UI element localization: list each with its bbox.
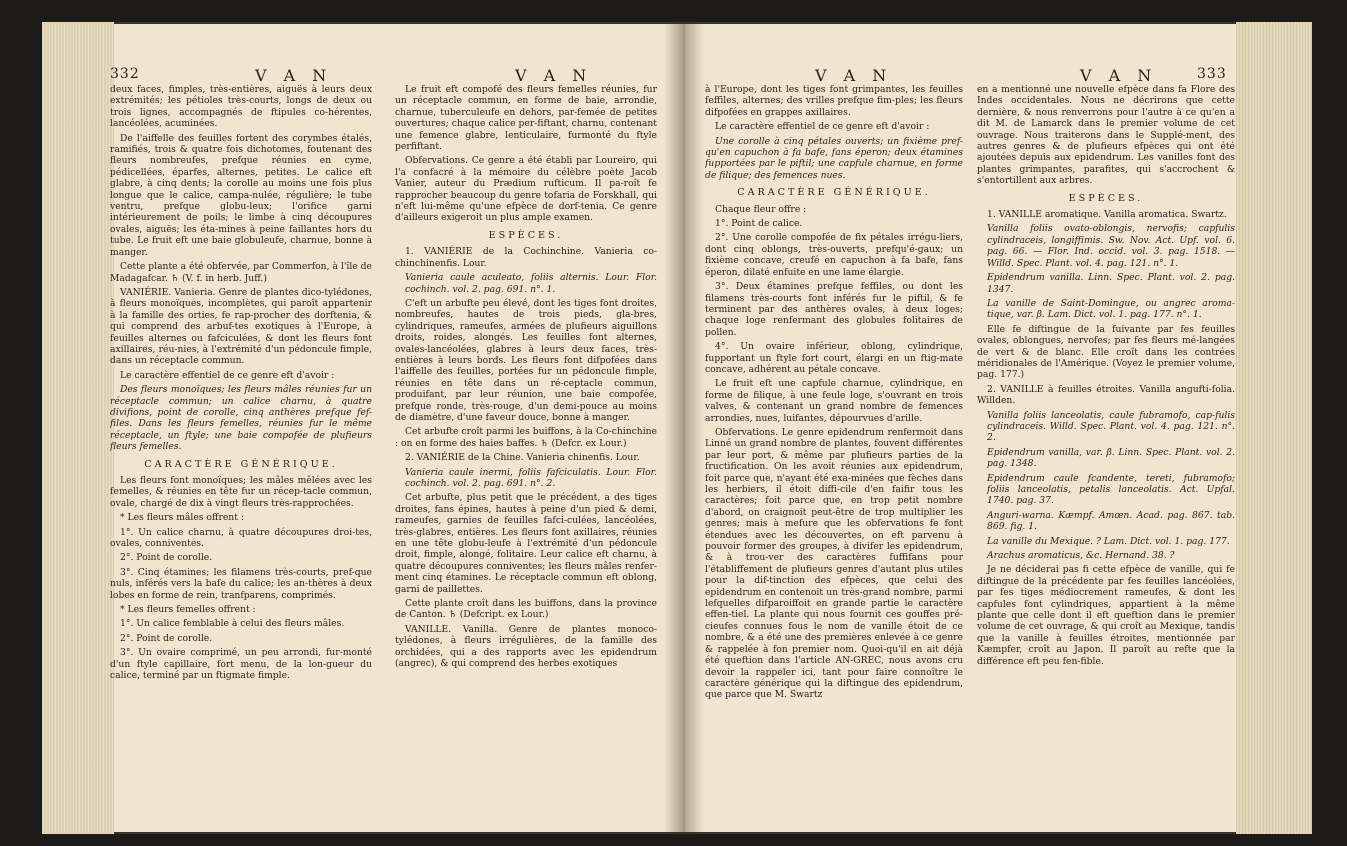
- synonym-line: Vanieria caule aculeato, foliis alternis. Lour. Flor. cochinch. vol. 2. pag. 691. n°. 1.: [405, 272, 657, 295]
- section-heading: CARACTÈRE GÉNÉRIQUE.: [144, 458, 338, 470]
- synonym-line: Arachus aromaticus, &c. Hernand. 38. ?: [987, 550, 1175, 562]
- paragraph: 4°. Un ovaire inférieur, oblong, cylindrique, fupportant un ftyle fort court, élargi en un ftig-mate concave, adhérent au pétale concave.: [705, 341, 963, 375]
- paragraph: * Les fleurs femelles offrent :: [120, 604, 256, 616]
- paragraph: Obfervations. Le genre epidendrum renfermoit dans Linné un grand nombre de plantes, fouvent différentes par leur port, & même par plufieurs parties de la fructification. On les avoit réunies aux epidendrum, foit parce que, n'ayant été exa-minées que fèches dans les herbiers, il étoit diffi-cile d'en faifir tous les caractères; foit parce que, en trop petit nombre d'abord, on craignoit peut-être de trop multiplier les genres; mais à mefure que les obfervations fe font étendues avec les découvertes, on eft parvenu à pouvoir former des groupes, à divifer les epidendrum, & à trou-ver des caractères fuffifans pour l'établiffement de plufieurs genres d'autant plus utiles pour la dif-tinction des efpèces, que celui des epidendrum en contenoit un très-grand nombre, parmi lefquelles difparoiffoit en grande partie le caractère effen-tiel. La plante qui nous fournit ces gouffes pré-cieufes connues fous le nom de vanille étoit de ce nombre, & a été une des premières enlevée à ce genre & rappelée à fon premier nom. Quoi-qu'il en ait déjà été queftion dans l'article AN-GREC, nous avons cru devoir la rappeler ici, tant pour faire connoître le caractère générique qui la diftingue des epidendrum, que parce que M. Swartz: [705, 426, 963, 701]
- paragraph: Les fleurs font monoïques; les mâles mêlées avec les femelles, & réunies en tête fur un récep-tacle commun, ovale, chargé de dix à vingt fleurs très-rapprochées.: [110, 475, 372, 509]
- book-gutter: [664, 22, 704, 834]
- paragraph: Chaque fleur offre :: [715, 203, 807, 215]
- right-head-word-1: V A N: [815, 66, 893, 85]
- right-page: [705, 64, 1245, 824]
- synonym-line: Epidendrum vanilla, var. β. Linn. Spec. Plant. vol. 2. pag. 1348.: [987, 446, 1235, 470]
- paragraph: Obfervations. Ce genre a été établi par Loureiro, qui l'a confacré à la mémoire du célèbre poète Jacob Vanier, auteur du Prædium rufticum. Il pa-roît fe rapprocher beaucoup du genre tofaria de Forskhall, qui n'eft lui-même qu'une efpèce de dorf-tenia. Ce genre d'ailleurs exigeroit un plus ample examen.: [395, 155, 657, 224]
- paragraph: 1. VANILLE aromatique. Vanilla aromatica. Swartz.: [987, 209, 1227, 221]
- paragraph: deux faces, fimples, très-entières, aiguës à leurs deux extrémités; les pétioles très-courts, longs de deux ou trois lignes, accompagnés de ftipules co-hérentes, lancéolées, acuminées.: [110, 84, 372, 130]
- paragraph: 2°. Point de corolle.: [120, 632, 213, 644]
- section-heading: CARACTÈRE GÉNÉRIQUE.: [737, 187, 931, 199]
- paragraph: Le fruit eft compofé des fleurs femelles réunies, fur un réceptacle commun, en forme de baie, arrondie, charnue, tuberculeufe en dehors, par-femée de petites ouvertures; chaque calice per-fiftant, charnu, contenant une femence glabre, lenticulaire, furmonté du ftyle perfiftant.: [395, 84, 657, 153]
- left-column-1: [110, 84, 372, 814]
- left-column-2: [395, 84, 657, 814]
- section-heading: ESPÈCES.: [488, 229, 564, 241]
- paragraph: 1°. Un calice femblable à celui des fleurs mâles.: [120, 618, 345, 630]
- paragraph: Cette plante croît dans les buiffons, dans la province de Canton. ♄ (Defcript. ex Lour.): [395, 598, 657, 621]
- paragraph: 2. VANIÉRIE de la Chine. Vanieria chinenfis. Lour.: [405, 452, 640, 464]
- paragraph: 3°. Deux étamines prefque feffiles, ou dont les filamens très-courts font inférés fur le piftil, & fe terminent par des anthères ovales, à deux loges; chaque loge renfermant des globules folitaires de pollen.: [705, 281, 963, 338]
- paragraph: De l'aiffelle des feuilles fortent des corymbes étalés, ramifiés, trois & quatre fois dichotomes, foutenant des fleurs nombreufes, prefque réunies en cyme, pédicellées, éparfes, alternes, petites. Le calice eft glabre, à cinq dents; la corolle au moins une fois plus longue que le calice, campa-nulée, régulière; le tube ventru, prefque globu-leux; l'orifice garni intérieurement de poils; le limbe à cinq découpures ovales, aiguës; les éta-mines à peine faillantes hors du tube. Le fruit eft une baie globuleufe, charnue, bonne à manger.: [110, 132, 372, 258]
- right-column-2: [977, 84, 1235, 814]
- left-page: [110, 64, 670, 824]
- paragraph: en a mentionné une nouvelle efpèce dans fa Flore des Indes occidentales. Nous ne décrirons que cette dernière, & nous renverrons pour l'autre à ce qu'en a dit M. de Lamarck dans le premier volume de cet ouvrage. Nous traiterons dans le Supplé-ment, des autres genres & de plufieurs efpèces qui ont été ajoutées depuis aux epidendrum. Les vanilles font des plantes grimpantes, parafites, qui s'accrochent & s'entortillent aux arbres.: [977, 84, 1235, 187]
- paragraph: Cet arbufte croît parmi les buiffons, à la Co-chinchine : on en forme des haies baffes. ♄ (Defcr. ex Lour.): [395, 426, 657, 449]
- paragraph: 2. VANILLE à feuilles étroites. Vanilla angufti-folia. Willden.: [977, 383, 1235, 407]
- right-page-edges: [1236, 22, 1312, 834]
- synonym-line: La vanille de Saint-Domingue, ou angrec aroma-tique, var. β. Lam. Dict. vol. 1. pag. 177. n°. 1.: [987, 297, 1235, 321]
- paragraph: VANIÉRIE. Vanieria. Genre de plantes dico-tylédones, à fleurs monoïques, incomplètes, qui paroît appartenir à la famille des orties, fe rap-procher des dorftenia, & qui comprend des arbuf-tes exotiques à l'Europe, à feuilles alternes ou fafciculées, & dont les fleurs font axillaires, réu-nies, à l'extrémité d'un pédoncule fimple, dans un réceptacle commun.: [110, 286, 372, 367]
- synonym-line: Anguri-warna. Kæmpf. Amœn. Acad. pag. 867. tab. 869. fig. 1.: [987, 509, 1235, 533]
- synonym-line: Vanilla foliis ovato-oblongis, nervofis; capfulis cylindraceis, longiffimis. Sw. Nov. Act. Upf. vol. 6. pag. 66. — Flor. Ind. occid. vol. 3. pag. 1518. — Willd. Spec. Plant. vol. 4. pag. 121. n°. 1.: [987, 223, 1235, 269]
- paragraph: 1°. Un calice charnu, à quatre découpures droi-tes, ovales, conniventes.: [110, 526, 372, 550]
- paragraph: Une corolle à cinq pétales ouverts; un fixième pref-qu'en capuchon à fa bafe, fans éperon; deux étamines fupportées par le piftil; une capfule charnue, en forme de filique; des femences nues.: [705, 135, 963, 181]
- left-head-word-1: V A N: [255, 66, 333, 85]
- paragraph: Des fleurs monoïques; les fleurs mâles réunies fur un réceptacle commun; un calice charnu, à quatre divifions, point de corolle, cinq anthères prefque fef-files. Dans les fleurs femelles, réunies fur le même réceptacle, un ftyle; une baie compofée de plufieurs fleurs femelles.: [110, 384, 372, 453]
- paragraph: 2°. Une corolle compofée de fix pétales irrégu-liers, dont cinq oblongs, très-ouverts, prefqu'é-gaux; un fixième concave, creufé en capuchon à fa bafe, fans éperon, dilaté enfuite en une lame élargie.: [705, 232, 963, 278]
- synonym-line: Vanieria caule inermi, foliis fafciculatis. Lour. Flor. cochinch. vol. 2. pag. 691. n°. 2.: [405, 466, 657, 489]
- paragraph: VANILLE. Vanilla. Genre de plantes monoco-tylédones, à fleurs irrégulières, de la famille des orchidées, qui a des rapports avec les epidendrum (angrec), & qui comprend des herbes exotiques: [395, 623, 657, 670]
- synonym-line: La vanille du Mexique. ? Lam. Dict. vol. 1. pag. 177.: [987, 535, 1230, 547]
- paragraph: 3°. Cinq étamines; les filamens très-courts, pref-que nuls, inférés vers la bafe du calice; les an-thères à deux lobes en forme de rein, tranfparens, comprimés.: [110, 566, 372, 601]
- paragraph: Elle fe diftingue de la fuivante par fes feuilles ovales, oblongues, nervofes; par fes fleurs mé-langées de vert & de blanc. Elle croît dans les contrées méridionales de l'Amérique. (Voyez le premier volume, pag. 177.): [977, 323, 1235, 381]
- paragraph: Le caractère effentiel de ce genre eft d'avoir :: [715, 121, 930, 133]
- paragraph: 3°. Un ovaire comprimé, un peu arrondi, fur-monté d'un ftyle capillaire, fort menu, de la lon-gueur du calice, terminé par un ftigmate fimple.: [110, 647, 372, 682]
- left-head-word-2: V A N: [515, 66, 593, 85]
- paragraph: Le caractère effentiel de ce genre eft d'avoir :: [120, 369, 335, 381]
- left-folio: 332: [110, 66, 140, 82]
- paragraph: Je ne déciderai pas fi cette efpèce de vanille, qui fe diftingue de la précédente par fes feuilles lancéolées, par fes tiges médiocrement rameufes, & dont les capfules font cylindriques, appartient à la même plante que celle dont il eft queftion dans le premier volume de cet ouvrage, & qui croît au Mexique, tandis que la vanille à feuilles étroites, mentionnée par Kæmpfer, croît au Japon. Il paroît au refte que la différence eft peu fen-fible.: [977, 564, 1235, 667]
- paragraph: 1°. Point de calice.: [715, 218, 803, 230]
- paragraph: C'eft un arbufte peu élevé, dont les tiges font droites, nombreufes, hautes de trois pieds, gla-bres, cylindriques, rameufes, armées de plufieurs aiguillons droits, roides, alongés. Les feuilles font alternes, ovales-lancéolées, glabres à leurs deux faces, très-entières à leurs bords. Les fleurs font difpofées dans l'aiffelle des feuilles, portées fur un pédoncule fimple, réunies en tête dans un ré-ceptacle commun, produifant, par leur réunion, une baie compofée, prefque ronde, très-rouge, d'un demi-pouce au moins de diamètre, d'une faveur douce, bonne à manger.: [395, 297, 657, 423]
- paragraph: à l'Europe, dont les tiges font grimpantes, les feuilles feffiles, alternes; des vrilles prefque fim-ples; les fleurs difpofées en grappes axillaires.: [705, 84, 963, 118]
- right-folio: 333: [1197, 66, 1227, 82]
- paragraph: 1. VANIÉRIE de la Cochinchine. Vanieria co-chinchinenfis. Lour.: [395, 246, 657, 269]
- paragraph: Cette plante a été obfervée, par Commerfon, à l'île de Madagafcar. ♄ (V. f. in herb. Juff.): [110, 261, 372, 284]
- right-head-word-2: V A N: [1080, 66, 1158, 85]
- synonym-line: Vanilla foliis lanceolatis, caule fubramofo, cap-fulis cylindraceis. Willd. Spec. Plant. vol. 4. pag. 121. n°. 2.: [987, 409, 1235, 444]
- synonym-line: Epidendrum caule fcandente, tereti, fubramofo; foliis lanceolatis, petalis lanceolatis. Act. Upfal. 1740. pag. 37.: [987, 472, 1235, 507]
- paragraph: 2°. Point de corolle.: [120, 552, 213, 564]
- right-column-1: [705, 84, 963, 814]
- section-heading: ESPÈCES.: [1068, 192, 1144, 204]
- paragraph: * Les fleurs mâles offrent :: [120, 512, 244, 524]
- synonym-line: Epidendrum vanilla. Linn. Spec. Plant. vol. 2. pag. 1347.: [987, 272, 1235, 295]
- left-page-edges: [42, 22, 114, 834]
- paragraph: Le fruit eft une capfule charnue, cylindrique, en forme de filique, à une feule loge, s'ouvrant en trois valves, & contenant un grand nombre de femences arrondies, nues, luifantes, dépourvues d'arille.: [705, 378, 963, 424]
- paragraph: Cet arbufte, plus petit que le précédent, a des tiges droites, fans épines, hautes à peine d'un pied & demi, rameufes, garnies de feuilles fafci-culées, lancéolées, très-glabres, entières. Les fleurs font axillaires, réunies en une tête globu-leufe à l'extrémité d'un pédoncule droit, fimple, alongé, folitaire. Leur calice eft charnu, à quatre découpures conniventes; les fleurs mâles renfer-ment cinq étamines. Le réceptacle commun eft oblong, garni de paillettes.: [395, 492, 657, 595]
